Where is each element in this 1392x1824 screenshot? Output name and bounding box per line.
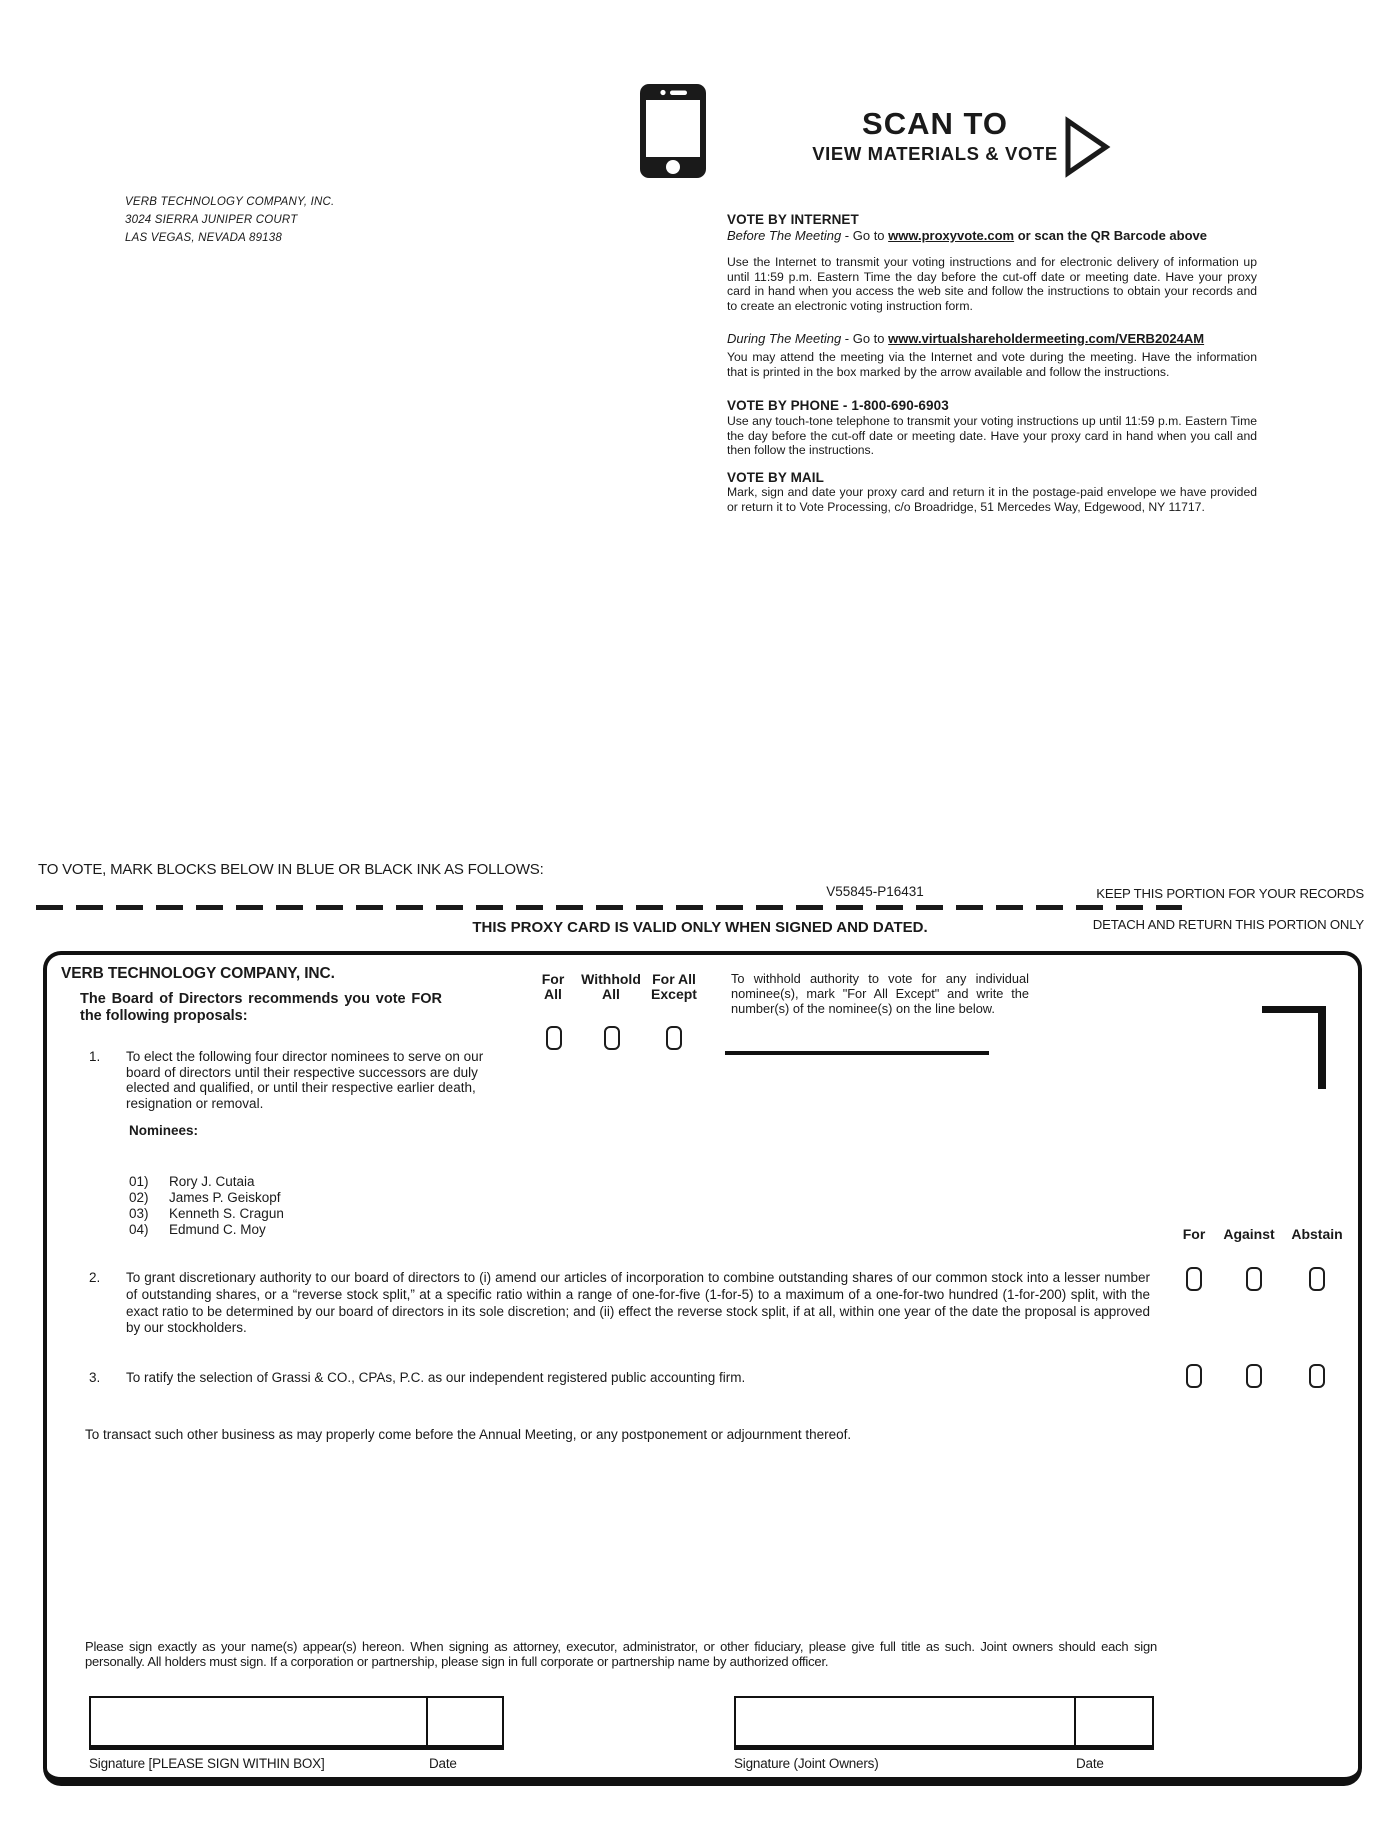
proposal3-number: 3. xyxy=(89,1370,101,1385)
signature-instructions: Please sign exactly as your name(s) appear(s) hereon. When signing as attorney, executor, administrator, or other fiduciary, please give full title as such. Joint owners should each sign personally. All holders must sign. If a corporation or partnership, please sign in full corporate or partnership name by authorized officer. xyxy=(85,1639,1157,1669)
nominees-label: Nominees: xyxy=(129,1123,199,1138)
nominee-number: 02) xyxy=(129,1190,149,1205)
nominee-number: 03) xyxy=(129,1206,149,1221)
signature-box-primary[interactable] xyxy=(89,1696,504,1750)
vote-by-phone-heading: VOTE BY PHONE - 1-800-690-6903 xyxy=(727,398,949,413)
detach-dashed-line xyxy=(36,905,1182,910)
checkbox-proposal3-abstain[interactable] xyxy=(1309,1364,1325,1388)
column-header-for: For xyxy=(1182,1226,1206,1242)
company-name-line: VERB TECHNOLOGY COMPANY, INC. xyxy=(125,196,335,208)
checkbox-proposal1-for-all-except[interactable] xyxy=(666,1026,682,1050)
vote-internet-body: Use the Internet to transmit your voting instructions and for electronic delivery of information up until 11:59 p.m. Eastern Time the day before the cut-off date or meeting date. Have your proxy card in hand when you access the web site and follow the instructions to obtain your records and to create an electronic voting instruction form. xyxy=(727,255,1257,313)
proposal3-text: To ratify the selection of Grassi & CO., CPAs, P.C. as our independent registered public accounting firm. xyxy=(126,1370,746,1385)
checkbox-proposal1-withhold-all[interactable] xyxy=(604,1026,620,1050)
signature-primary-date-label: Date xyxy=(429,1756,457,1771)
before-meeting-tail: or scan the QR Barcode above xyxy=(1014,228,1207,243)
proxy-voting-card xyxy=(43,951,1362,1786)
nominee-name: Rory J. Cutaia xyxy=(169,1174,255,1189)
scan-to-subtitle: VIEW MATERIALS & VOTE xyxy=(812,143,1058,164)
column-header-against: Against xyxy=(1223,1226,1275,1242)
nominee-name: Kenneth S. Cragun xyxy=(169,1206,284,1221)
checkbox-proposal3-against[interactable] xyxy=(1246,1364,1262,1388)
vote-by-mail-heading: VOTE BY MAIL xyxy=(727,470,824,485)
signature-joint-date-label: Date xyxy=(1076,1756,1104,1771)
withhold-instruction-note: To withhold authority to vote for any individual nominee(s), mark "For All Except" and write the number(s) of the nominee(s) on the line below. xyxy=(731,971,1029,1016)
vote-by-internet-heading: VOTE BY INTERNET xyxy=(727,212,859,227)
column-header-withhold-all: Withhold All xyxy=(581,971,641,1002)
during-meeting-label: During The Meeting xyxy=(727,331,842,346)
scan-to-title: SCAN TO xyxy=(862,106,1008,141)
company-address-block xyxy=(125,193,334,247)
signature-date-divider xyxy=(1074,1698,1076,1745)
checkbox-proposal2-abstain[interactable] xyxy=(1309,1267,1325,1291)
during-meeting-body: You may attend the meeting via the Internet and vote during the meeting. Have the information that is printed in the box marked by the arrow available and follow the instructions. xyxy=(727,350,1257,379)
checkbox-proposal2-against[interactable] xyxy=(1246,1267,1262,1291)
nominee-row xyxy=(129,1206,284,1222)
before-meeting-goto: - Go to xyxy=(841,228,889,243)
nominee-name: Edmund C. Moy xyxy=(169,1222,266,1237)
other-business-text: To transact such other business as may properly come before the Annual Meeting, or any postponement or adjournment thereof. xyxy=(85,1427,852,1442)
company-street-line: 3024 SIERRA JUNIPER COURT xyxy=(125,214,298,226)
before-meeting-label: Before The Meeting xyxy=(727,228,842,243)
column-header-abstain: Abstain xyxy=(1291,1226,1343,1242)
nominee-row xyxy=(129,1222,266,1238)
company-city-line: LAS VEGAS, NEVADA 89138 xyxy=(125,232,282,244)
card-company-title: VERB TECHNOLOGY COMPANY, INC. xyxy=(61,965,335,982)
vote-by-phone-body: Use any touch-tone telephone to transmit your voting instructions up until 11:59 p.m. Eastern Time the day before the cut-off date or meeting date. Have your proxy card in hand when you call and then follow the instructions. xyxy=(727,414,1257,458)
keep-portion-note: KEEP THIS PORTION FOR YOUR RECORDS xyxy=(1096,886,1364,901)
column-header-for-all-except: For All Except xyxy=(651,971,697,1002)
nominee-number: 04) xyxy=(129,1222,149,1237)
during-meeting-goto: - Go to xyxy=(841,331,889,346)
proposal2-number: 2. xyxy=(89,1270,101,1285)
scan-to-block xyxy=(785,107,1085,165)
detach-return-note: DETACH AND RETURN THIS PORTION ONLY xyxy=(1092,917,1364,932)
nominee-row xyxy=(129,1190,281,1206)
virtual-meeting-link[interactable]: www.virtualshareholdermeeting.com/VERB2024AM xyxy=(888,331,1205,346)
proposal1-text: To elect the following four director nominees to serve on our board of directors until their respective successors are duly elected and qualified, or until their respective earlier death, resignation or removal. xyxy=(126,1049,484,1111)
mark-blocks-instruction: TO VOTE, MARK BLOCKS BELOW IN BLUE OR BLACK INK AS FOLLOWS: xyxy=(38,861,544,878)
proposal2-text: To grant discretionary authority to our board of directors to (i) amend our articles of incorporation to combine outstanding shares of our common stock into a lesser number of outstanding shares, or a “reverse stock split,” at a specific ratio within a range of one-for-five (1-for-5) to a maximum of a one-for-two hundred (1-for-200) split, with the exact ratio to be determined by our board of directors in its sole discretion; and (ii) effect the reverse stock split, if at all, within one year of the date the proposal is approved by our stockholders. xyxy=(126,1270,1150,1336)
nominee-name: James P. Geiskopf xyxy=(169,1190,281,1205)
nominee-number: 01) xyxy=(129,1174,149,1189)
valid-when-signed-note: THIS PROXY CARD IS VALID ONLY WHEN SIGNED AND DATED. xyxy=(472,919,928,936)
proxyvote-link[interactable]: www.proxyvote.com xyxy=(888,228,1015,243)
signature-joint-label: Signature (Joint Owners) xyxy=(734,1756,879,1771)
during-meeting-line xyxy=(727,331,1257,346)
checkbox-proposal3-for[interactable] xyxy=(1186,1364,1202,1388)
checkbox-proposal2-for[interactable] xyxy=(1186,1267,1202,1291)
nominee-row xyxy=(129,1174,255,1190)
signature-date-divider xyxy=(426,1698,428,1745)
signature-primary-label: Signature [PLEASE SIGN WITHIN BOX] xyxy=(89,1756,325,1771)
control-number: V55845-P16431 xyxy=(826,884,924,899)
signature-box-joint[interactable] xyxy=(734,1696,1154,1750)
board-recommendation: The Board of Directors recommends you vote FOR the following proposals: xyxy=(80,991,442,1024)
smartphone-icon xyxy=(640,84,706,178)
for-all-except-write-in-line[interactable] xyxy=(725,1051,989,1055)
corner-registration-mark xyxy=(1262,1006,1326,1089)
before-meeting-line xyxy=(727,228,1257,243)
vote-by-mail-body: Mark, sign and date your proxy card and return it in the postage-paid envelope we have provided or return it to Vote Processing, c/o Broadridge, 51 Mercedes Way, Edgewood, NY 11717. xyxy=(727,485,1257,514)
arrow-right-icon xyxy=(1063,116,1111,178)
checkbox-proposal1-for-all[interactable] xyxy=(546,1026,562,1050)
proposal1-number: 1. xyxy=(89,1049,101,1064)
column-header-for-all: For All xyxy=(541,971,565,1002)
